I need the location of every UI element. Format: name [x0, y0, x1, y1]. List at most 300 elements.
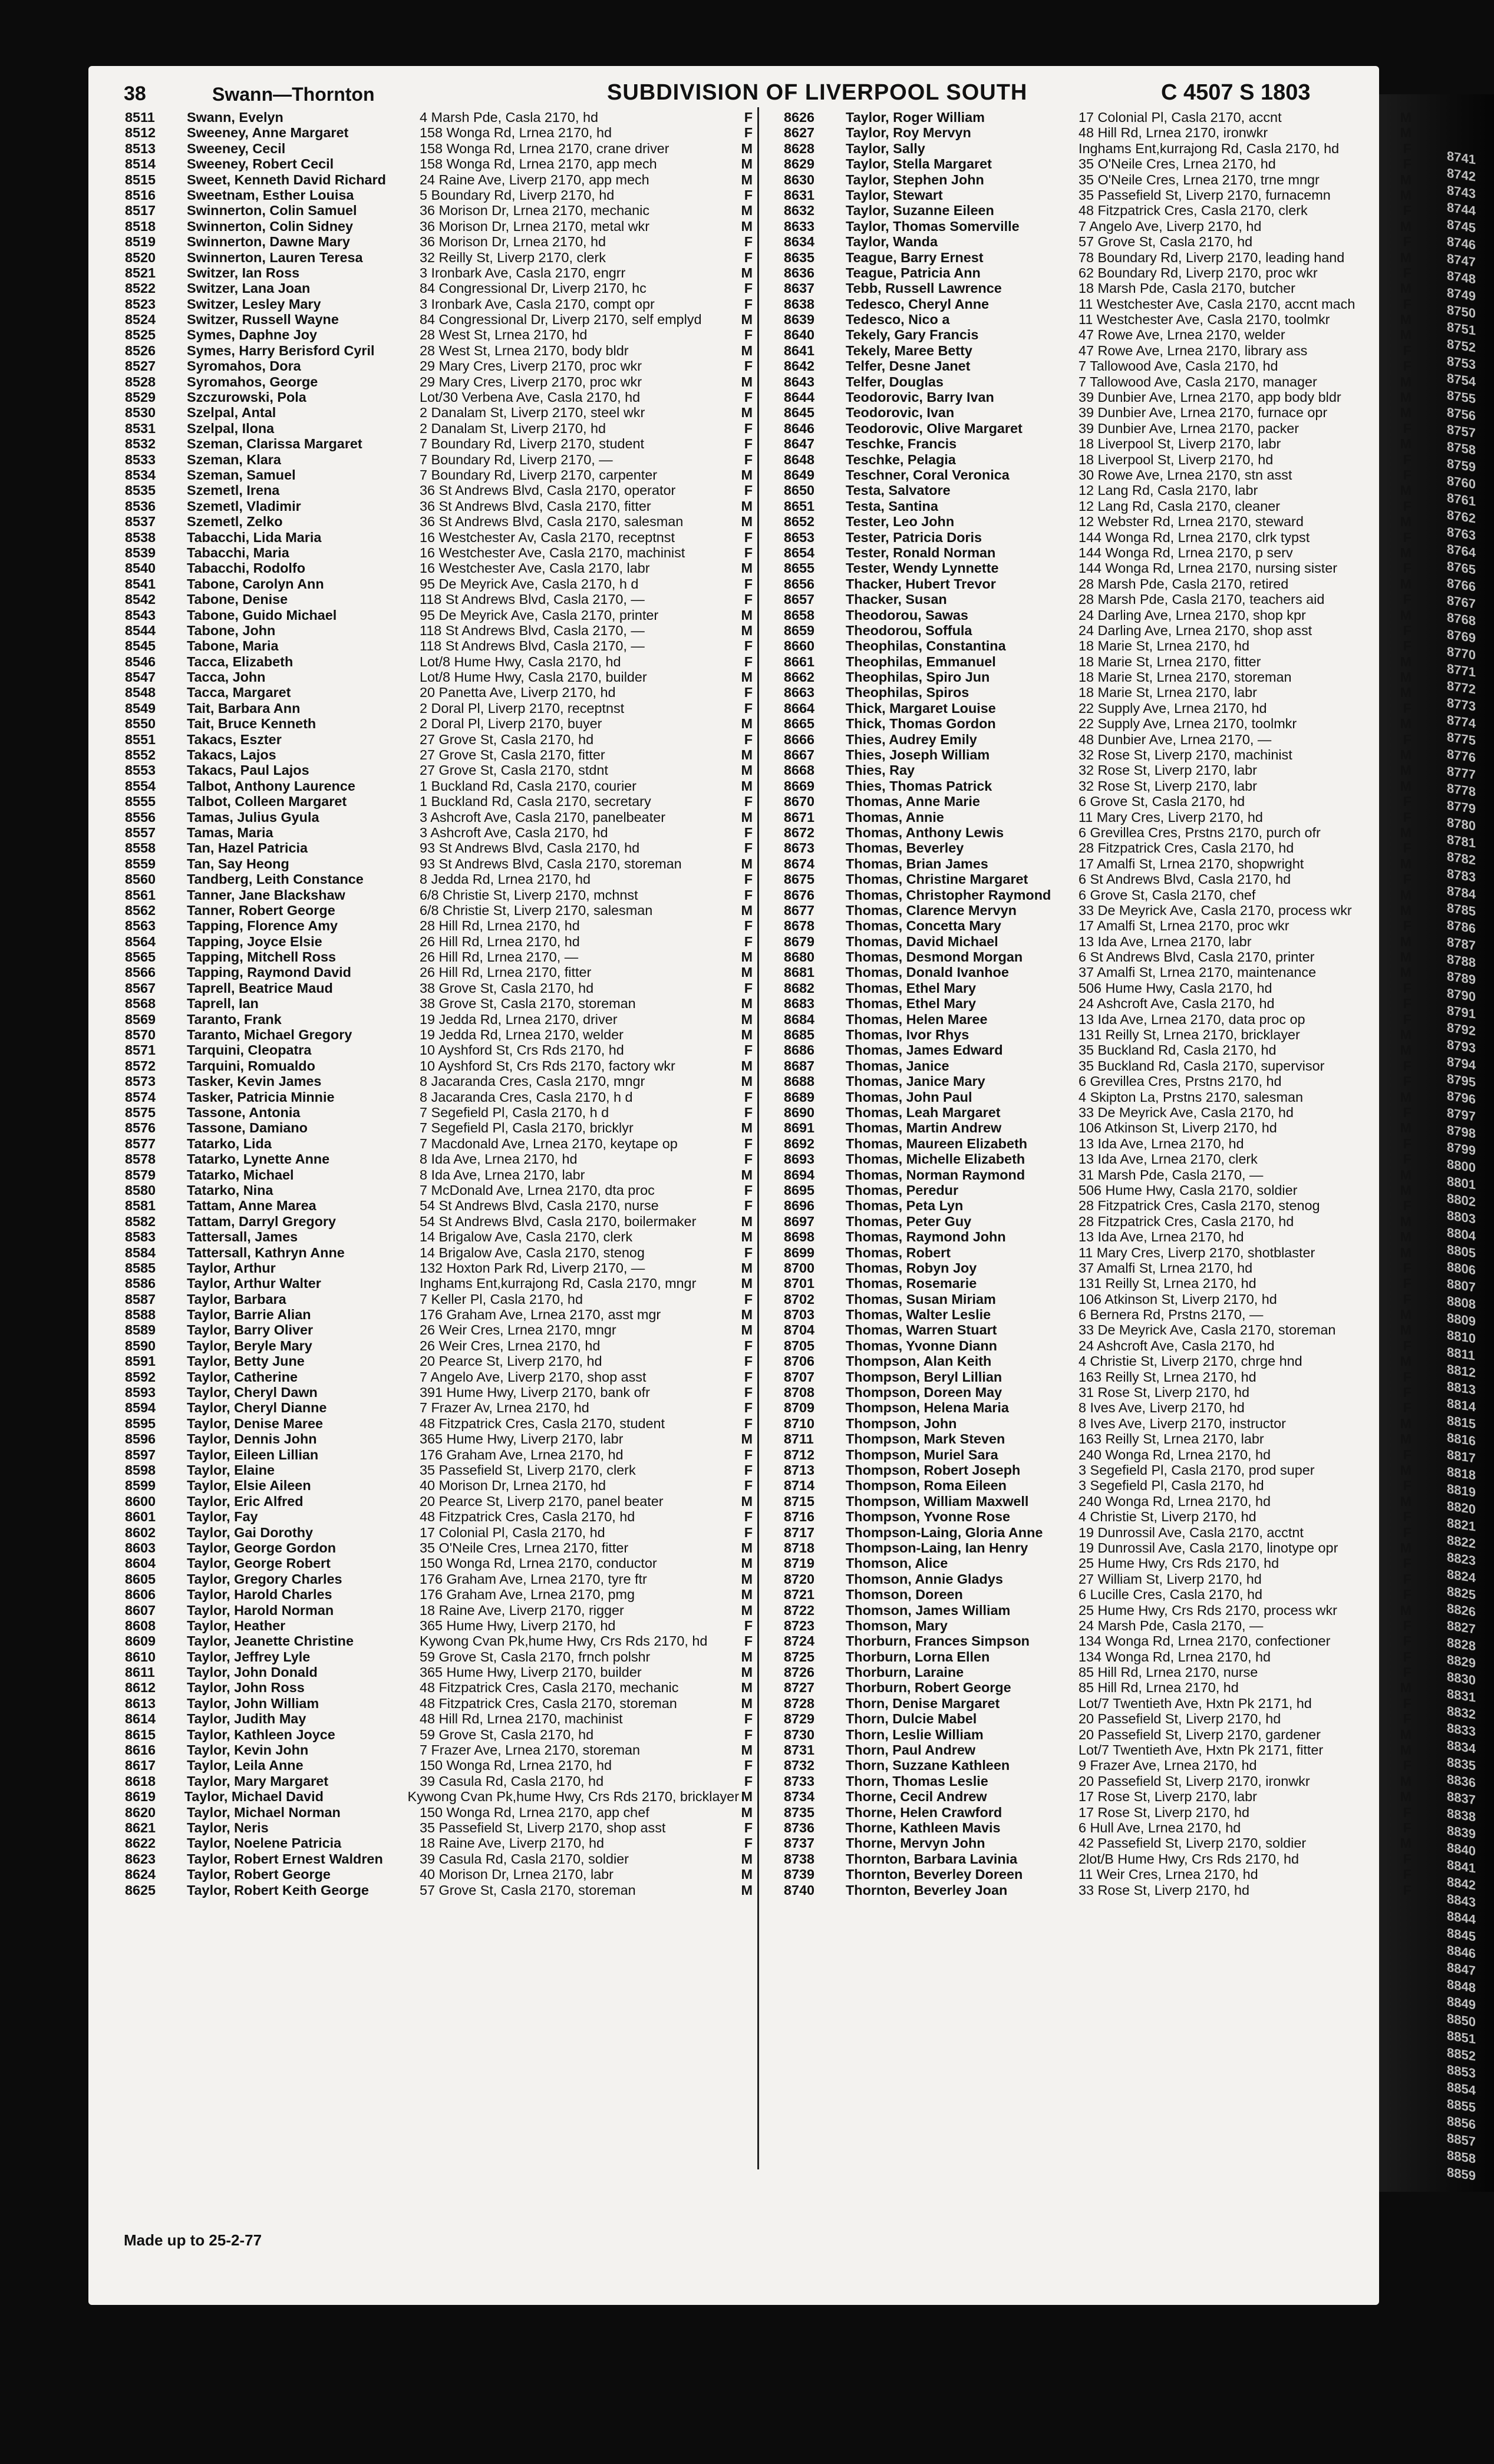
directory-entry: [784, 996, 1411, 1011]
directory-entry: [784, 1664, 1411, 1680]
entry-name: Thomas, Peta Lyn: [846, 1198, 964, 1214]
entry-number: 8639: [784, 312, 815, 328]
entry-name: Thomas, Norman Raymond: [846, 1167, 1025, 1183]
entry-address: 7 Tallowood Ave, Casla 2170, hd: [1079, 358, 1278, 374]
entry-sex: M: [741, 140, 753, 156]
entry-number: 8730: [784, 1726, 815, 1742]
entry-number: 8548: [125, 685, 156, 701]
edge-number: 8757: [1447, 421, 1476, 441]
edge-number: 8824: [1447, 1566, 1476, 1586]
entry-name: Taylor, Fay: [187, 1509, 258, 1525]
entry-sex: M: [1400, 1120, 1411, 1136]
entry-name: Taylor, Sally: [846, 140, 925, 156]
entry-number: 8558: [125, 840, 156, 856]
entry-sex: F: [1403, 1695, 1411, 1711]
entry-number: 8561: [125, 887, 156, 903]
directory-entry: [784, 1540, 1411, 1555]
directory-entry: [125, 1245, 753, 1260]
entry-name: Thomas, Michelle Elizabeth: [846, 1151, 1025, 1167]
entry-sex: F: [1403, 1151, 1411, 1167]
entry-name: Szelpal, Ilona: [187, 420, 275, 436]
entry-sex: F: [744, 1415, 753, 1431]
entry-name: Taylor, Catherine: [187, 1369, 298, 1385]
entry-number: 8728: [784, 1695, 815, 1711]
entry-address: 35 Buckland Rd, Casla 2170, hd: [1079, 1042, 1277, 1058]
entry-address: 19 Dunrossil Ave, Casla 2170, linotype opr: [1079, 1540, 1338, 1555]
directory-entry: [784, 1229, 1411, 1244]
entry-number: 8615: [125, 1726, 156, 1742]
entry-sex: M: [741, 669, 753, 685]
entry-address: 20 Passefield St, Liverp 2170, gardener: [1079, 1726, 1321, 1742]
entry-sex: F: [1403, 1819, 1411, 1835]
entry-number: 8704: [784, 1322, 815, 1338]
entry-number: 8734: [784, 1789, 815, 1805]
entry-address: 18 Marie St, Lrnea 2170, fitter: [1079, 653, 1261, 669]
entry-number: 8590: [125, 1337, 156, 1353]
entry-number: 8658: [784, 607, 815, 623]
entry-address: 26 Weir Cres, Lrnea 2170, hd: [420, 1337, 601, 1353]
directory-entry: [784, 576, 1411, 592]
directory-entry: [125, 1835, 753, 1851]
entry-number: 8586: [125, 1276, 156, 1292]
directory-entry: [125, 1462, 753, 1478]
entry-name: Taylor, Michael David: [184, 1789, 324, 1805]
entry-number: 8631: [784, 187, 815, 203]
entry-address: 48 Fitzpatrick Cres, Casla 2170, storeman: [420, 1695, 677, 1711]
edge-number: 8803: [1447, 1207, 1476, 1227]
entry-address: 7 Segefield Pl, Casla 2170, bricklyr: [420, 1120, 634, 1136]
entry-sex: F: [1403, 871, 1411, 887]
entry-address: 38 Grove St, Casla 2170, hd: [420, 980, 594, 996]
directory-entry: [784, 483, 1411, 498]
entry-address: 17 Amalfi St, Lrnea 2170, proc wkr: [1079, 918, 1289, 934]
edge-number: 8761: [1447, 490, 1476, 509]
entry-address: 85 Hill Rd, Lrnea 2170, nurse: [1079, 1664, 1258, 1680]
edge-number: 8795: [1447, 1071, 1476, 1090]
entry-name: Tapping, Mitchell Ross: [187, 949, 336, 965]
entry-number: 8652: [784, 514, 815, 530]
entry-name: Taylor, Betty June: [187, 1353, 305, 1369]
entry-number: 8660: [784, 638, 815, 654]
entry-name: Thompson-Laing, Ian Henry: [846, 1540, 1028, 1555]
entry-address: 48 Fitzpatrick Cres, Casla 2170, clerk: [1079, 203, 1308, 219]
entry-sex: M: [1400, 436, 1411, 452]
entry-sex: F: [1403, 1711, 1411, 1727]
entry-address: 36 St Andrews Blvd, Casla 2170, fitter: [420, 498, 651, 514]
entry-address: 48 Fitzpatrick Cres, Casla 2170, hd: [420, 1509, 635, 1525]
directory-entry: [125, 732, 753, 747]
directory-entry: [125, 1369, 753, 1385]
entry-sex: M: [1400, 762, 1411, 778]
directory-entry: [784, 110, 1411, 125]
entry-name: Thornton, Beverley Doreen: [846, 1867, 1023, 1882]
entry-number: 8721: [784, 1587, 815, 1603]
directory-entry: [784, 1525, 1411, 1540]
directory-entry: [784, 219, 1411, 234]
entry-sex: M: [1400, 514, 1411, 530]
entry-address: 11 Weir Cres, Lrnea 2170, hd: [1079, 1867, 1258, 1882]
entry-address: Lot/7 Twentieth Ave, Hxtn Pk 2171, hd: [1079, 1695, 1312, 1711]
entry-name: Szeman, Samuel: [187, 467, 296, 483]
directory-entry: [125, 778, 753, 794]
entry-number: 8653: [784, 529, 815, 545]
entry-name: Taylor, Gregory Charles: [187, 1571, 342, 1587]
directory-entry: [784, 887, 1411, 903]
entry-address: 19 Jedda Rd, Lrnea 2170, welder: [420, 1027, 624, 1043]
directory-entry: [784, 1012, 1411, 1027]
entry-sex: F: [744, 389, 753, 405]
entry-sex: F: [744, 451, 753, 467]
directory-entry: [125, 343, 753, 358]
entry-number: 8655: [784, 560, 815, 576]
directory-entry: [784, 1633, 1411, 1649]
edge-number: 8841: [1447, 1857, 1476, 1876]
entry-number: 8598: [125, 1462, 156, 1478]
directory-entry: [784, 1680, 1411, 1695]
directory-entry: [125, 825, 753, 840]
directory-entry: [784, 1276, 1411, 1291]
entry-name: Thomas, Christopher Raymond: [846, 887, 1051, 903]
entry-sex: M: [741, 1493, 753, 1509]
entry-name: Tarquini, Romualdo: [187, 1058, 315, 1074]
entry-name: Thorn, Leslie William: [846, 1726, 984, 1742]
entry-sex: F: [744, 1509, 753, 1525]
entry-name: Tester, Wendy Lynnette: [846, 560, 999, 576]
directory-entry: [125, 1183, 753, 1198]
entry-address: 10 Ayshford St, Crs Rds 2170, factory wkr: [420, 1058, 675, 1074]
entry-name: Thomas, Desmond Morgan: [846, 949, 1023, 965]
directory-entry: [125, 265, 753, 280]
entry-sex: M: [1400, 110, 1411, 125]
entry-number: 8518: [125, 218, 156, 234]
entry-address: 11 Westchester Ave, Casla 2170, toolmkr: [1079, 312, 1330, 328]
directory-entry: [125, 1525, 753, 1540]
entry-number: 8519: [125, 234, 156, 250]
entry-name: Tattersall, Kathryn Anne: [187, 1244, 345, 1260]
edge-number: 8779: [1447, 797, 1476, 817]
entry-name: Taylor, Robert Ernest Waldren: [187, 1851, 383, 1867]
directory-entry: [125, 467, 753, 483]
edge-number: 8783: [1447, 866, 1476, 885]
entry-number: 8513: [125, 140, 156, 156]
entry-sex: F: [1403, 1524, 1411, 1540]
directory-entry: [784, 918, 1411, 933]
directory-entry: [125, 576, 753, 592]
entry-sex: M: [741, 1804, 753, 1820]
entry-name: Thomas, Donald Ivanhoe: [846, 965, 1009, 980]
edge-number: 8741: [1447, 148, 1476, 167]
directory-entry: [784, 949, 1411, 965]
entry-name: Theodorou, Sawas: [846, 607, 968, 623]
edge-number: 8816: [1447, 1429, 1476, 1449]
entry-address: 20 Pearce St, Liverp 2170, panel beater: [420, 1493, 664, 1509]
entry-sex: M: [1400, 653, 1411, 669]
entry-number: 8684: [784, 1011, 815, 1027]
entry-number: 8688: [784, 1074, 815, 1089]
edge-number: 8828: [1447, 1634, 1476, 1654]
entry-sex: M: [741, 1260, 753, 1276]
entry-name: Theodorou, Soffula: [846, 622, 972, 638]
directory-entry: [125, 1214, 753, 1229]
entry-sex: F: [744, 1105, 753, 1120]
entry-number: 8545: [125, 638, 156, 654]
entry-name: Taylor, Thomas Somerville: [846, 218, 1020, 234]
entry-sex: M: [1400, 1027, 1411, 1043]
entry-address: 106 Atkinson St, Liverp 2170, hd: [1079, 1291, 1277, 1307]
entry-address: 14 Brigalow Ave, Casla 2170, clerk: [420, 1229, 633, 1245]
directory-entry: [784, 1805, 1411, 1820]
directory-entry: [784, 669, 1411, 685]
directory-entry: [784, 1042, 1411, 1058]
entry-number: 8517: [125, 203, 156, 219]
directory-entry: [784, 1416, 1411, 1431]
entry-name: Tarquini, Cleopatra: [187, 1042, 312, 1058]
entry-address: 28 Fitzpatrick Cres, Casla 2170, stenog: [1079, 1198, 1320, 1214]
entry-name: Thomas, Leah Margaret: [846, 1105, 1001, 1120]
entry-name: Tatarko, Lida: [187, 1135, 272, 1151]
entry-sex: F: [1403, 1882, 1411, 1898]
entry-sex: M: [741, 1680, 753, 1696]
entry-number: 8732: [784, 1758, 815, 1773]
entry-sex: F: [744, 1478, 753, 1494]
entry-address: 6 Grevillea Cres, Prstns 2170, hd: [1079, 1074, 1282, 1089]
entry-address: 158 Wonga Rd, Lrnea 2170, app mech: [420, 156, 657, 172]
entry-address: 163 Reilly St, Lrnea 2170, hd: [1079, 1369, 1256, 1385]
entry-sex: M: [741, 1120, 753, 1136]
entry-sex: M: [1400, 1322, 1411, 1338]
entry-number: 8539: [125, 544, 156, 560]
entry-address: 28 Marsh Pde, Casla 2170, retired: [1079, 576, 1289, 592]
entry-address: 20 Passefield St, Liverp 2170, ironwkr: [1079, 1773, 1310, 1789]
directory-entry: [125, 1649, 753, 1664]
directory-entry: [125, 1727, 753, 1742]
entry-sex: F: [1403, 794, 1411, 810]
entry-number: 8536: [125, 498, 156, 514]
edge-number: 8758: [1447, 438, 1476, 458]
entry-name: Thomson, Mary: [846, 1617, 948, 1633]
entry-sex: M: [741, 467, 753, 483]
edge-number: 8836: [1447, 1771, 1476, 1791]
entry-sex: M: [741, 1540, 753, 1555]
edge-number: 8842: [1447, 1874, 1476, 1893]
entry-address: 35 O'Neile Cres, Lrnea 2170, fitter: [420, 1540, 629, 1555]
entry-name: Thomson, Doreen: [846, 1587, 963, 1603]
directory-page: [88, 66, 1411, 2305]
entry-number: 8712: [784, 1446, 815, 1462]
entry-name: Thorburn, Laraine: [846, 1664, 964, 1680]
entry-number: 8547: [125, 669, 156, 685]
entry-sex: M: [1400, 669, 1411, 685]
entry-sex: M: [1400, 607, 1411, 623]
directory-entry: [784, 810, 1411, 825]
directory-entry: [125, 219, 753, 234]
entry-address: 6 Grove St, Casla 2170, hd: [1079, 794, 1245, 810]
entry-number: 8706: [784, 1353, 815, 1369]
entry-name: Thomas, Beverley: [846, 840, 964, 856]
entry-address: 20 Passefield St, Liverp 2170, hd: [1079, 1711, 1281, 1727]
entry-address: 144 Wonga Rd, Lrnea 2170, p serv: [1079, 544, 1293, 560]
entry-name: Symes, Harry Berisford Cyril: [187, 342, 375, 358]
entry-number: 8617: [125, 1758, 156, 1773]
entry-sex: F: [744, 249, 753, 265]
entry-name: Taylor, John Ross: [187, 1680, 305, 1696]
entry-number: 8667: [784, 747, 815, 763]
directory-entry: [784, 1260, 1411, 1276]
entry-name: Tabacchi, Lida Maria: [187, 529, 322, 545]
entry-name: Taylor, Michael Norman: [187, 1804, 341, 1820]
directory-entry: [784, 358, 1411, 374]
directory-entry: [125, 1603, 753, 1618]
entry-sex: F: [744, 1182, 753, 1198]
directory-entry: [784, 1027, 1411, 1042]
entry-number: 8570: [125, 1027, 156, 1043]
edge-number: 8815: [1447, 1412, 1476, 1432]
entry-sex: M: [741, 405, 753, 421]
entry-address: 30 Rowe Ave, Lrnea 2170, stn asst: [1079, 467, 1292, 483]
entry-number: 8616: [125, 1742, 156, 1758]
entry-sex: F: [744, 1135, 753, 1151]
entry-name: Taylor, Jeanette Christine: [187, 1633, 354, 1649]
column-divider: [757, 107, 759, 2169]
entry-address: 24 Ashcroft Ave, Casla 2170, hd: [1079, 996, 1275, 1012]
entry-name: Thorburn, Robert George: [846, 1680, 1011, 1696]
directory-entry: [125, 560, 753, 576]
directory-entry: [125, 483, 753, 498]
directory-entry: [125, 871, 753, 887]
entry-name: Taylor, Gai Dorothy: [187, 1524, 314, 1540]
directory-entry: [784, 560, 1411, 576]
entry-address: 9 Frazer Ave, Lrnea 2170, hd: [1079, 1758, 1257, 1773]
entry-address: 7 Keller Pl, Casla 2170, hd: [420, 1291, 583, 1307]
entry-number: 8637: [784, 280, 815, 296]
directory-entry: [784, 654, 1411, 669]
entry-sex: M: [741, 312, 753, 328]
entry-number: 8600: [125, 1493, 156, 1509]
entry-sex: F: [1403, 592, 1411, 607]
entry-name: Thorn, Suzzane Kathleen: [846, 1758, 1010, 1773]
edge-number: 8799: [1447, 1139, 1476, 1158]
directory-entry: [784, 1711, 1411, 1726]
entry-sex: M: [1400, 1353, 1411, 1369]
edge-number: 8780: [1447, 814, 1476, 834]
edge-number: 8814: [1447, 1395, 1476, 1415]
entry-sex: M: [1400, 327, 1411, 343]
edge-number: 8786: [1447, 917, 1476, 936]
entry-name: Taylor, Robert Keith George: [187, 1882, 369, 1898]
entry-sex: F: [744, 1400, 753, 1416]
entry-sex: F: [1403, 1074, 1411, 1089]
entry-name: Taprell, Ian: [187, 996, 259, 1012]
edge-number: 8804: [1447, 1224, 1476, 1244]
entry-number: 8676: [784, 887, 815, 903]
entry-name: Tacca, John: [187, 669, 266, 685]
edge-number: 8807: [1447, 1276, 1476, 1295]
entry-name: Taylor, John Donald: [187, 1664, 318, 1680]
directory-entry: [125, 980, 753, 996]
directory-entry: [125, 296, 753, 312]
entry-number: 8588: [125, 1307, 156, 1323]
entry-name: Thorburn, Lorna Ellen: [846, 1649, 990, 1664]
entry-address: 240 Wonga Rd, Lrnea 2170, hd: [1079, 1446, 1271, 1462]
entry-sex: M: [741, 171, 753, 187]
entry-name: Thompson, Mark Steven: [846, 1431, 1005, 1447]
directory-entry: [125, 234, 753, 249]
entry-number: 8646: [784, 420, 815, 436]
entry-address: 3 Segefield Pl, Casla 2170, hd: [1079, 1478, 1264, 1494]
edge-number: 8852: [1447, 2044, 1476, 2064]
directory-entry: [125, 716, 753, 731]
entry-number: 8587: [125, 1291, 156, 1307]
edge-number: 8831: [1447, 1686, 1476, 1705]
entry-name: Tedesco, Cheryl Anne: [846, 296, 990, 312]
entry-sex: F: [744, 110, 753, 125]
entry-name: Thomas, Ethel Mary: [846, 980, 976, 996]
directory-entry: [784, 592, 1411, 607]
entry-name: Telfer, Douglas: [846, 374, 944, 389]
entry-sex: M: [1400, 544, 1411, 560]
entry-sex: F: [1403, 1571, 1411, 1587]
directory-entry: [125, 1229, 753, 1244]
edge-number: 8850: [1447, 2010, 1476, 2030]
entry-name: Taprell, Beatrice Maud: [187, 980, 333, 996]
entry-address: Inghams Ent,kurrajong Rd, Casla 2170, mngr: [420, 1276, 697, 1292]
entry-number: 8516: [125, 187, 156, 203]
entry-name: Thomas, James Edward: [846, 1042, 1003, 1058]
entry-name: Thomas, Maureen Elizabeth: [846, 1135, 1028, 1151]
entry-name: Tattam, Anne Marea: [187, 1198, 316, 1214]
entry-sex: M: [741, 560, 753, 576]
edge-number: 8851: [1447, 2027, 1476, 2047]
directory-entry: [125, 1773, 753, 1789]
entry-number: 8659: [784, 622, 815, 638]
directory-entry: [784, 1835, 1411, 1851]
edge-number: 8806: [1447, 1259, 1476, 1278]
entry-sex: F: [744, 296, 753, 312]
entry-sex: M: [1400, 187, 1411, 203]
entry-sex: M: [1400, 1680, 1411, 1696]
directory-entry: [125, 1882, 753, 1898]
entry-sex: M: [1400, 1244, 1411, 1260]
entry-number: 8535: [125, 483, 156, 498]
entry-number: 8511: [125, 110, 155, 125]
entry-number: 8711: [784, 1431, 814, 1447]
entry-sex: F: [744, 1617, 753, 1633]
entry-number: 8683: [784, 996, 815, 1012]
directory-entry: [784, 903, 1411, 918]
entry-number: 8718: [784, 1540, 815, 1555]
entry-name: Szemetl, Zelko: [187, 514, 283, 530]
entry-sex: M: [741, 996, 753, 1012]
entry-number: 8629: [784, 156, 815, 172]
edge-number: 8743: [1447, 182, 1476, 202]
entry-sex: M: [741, 1011, 753, 1027]
entry-number: 8604: [125, 1555, 156, 1571]
directory-entry: [125, 1322, 753, 1337]
directory-entry: [125, 1633, 753, 1649]
edge-number: 8782: [1447, 848, 1476, 868]
entry-address: 19 Jedda Rd, Lrnea 2170, driver: [420, 1011, 618, 1027]
directory-entry: [784, 1494, 1411, 1509]
directory-entry: [125, 1353, 753, 1369]
entry-number: 8533: [125, 451, 156, 467]
entry-name: Taylor, Elaine: [187, 1462, 275, 1478]
directory-entry: [784, 762, 1411, 778]
entry-sex: F: [744, 125, 753, 141]
entry-number: 8553: [125, 762, 156, 778]
entry-sex: M: [1400, 249, 1411, 265]
directory-entry: [784, 607, 1411, 623]
entry-name: Thomas, Janice Mary: [846, 1074, 985, 1089]
